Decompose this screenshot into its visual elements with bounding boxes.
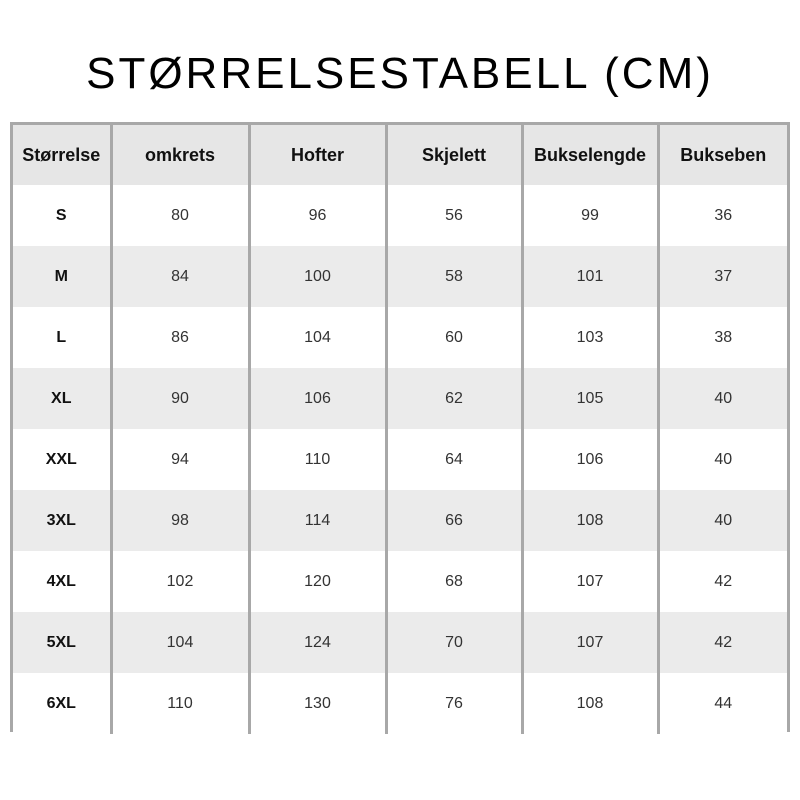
table-cell: 90 <box>111 368 249 429</box>
header-trouser-length: Bukselengde <box>522 125 658 185</box>
table-cell: 86 <box>111 307 249 368</box>
header-size: Størrelse <box>13 125 111 185</box>
table-cell: 105 <box>522 368 658 429</box>
table-cell: 110 <box>111 673 249 734</box>
table-cell: 107 <box>522 612 658 673</box>
table-cell: 103 <box>522 307 658 368</box>
table-cell: 36 <box>658 185 787 246</box>
table-row <box>13 490 787 551</box>
table-cell: 96 <box>249 185 386 246</box>
header-circumference: omkrets <box>111 125 249 185</box>
table-cell: 56 <box>386 185 522 246</box>
table-cell: 80 <box>111 185 249 246</box>
table-row <box>13 185 787 246</box>
table-cell: 104 <box>249 307 386 368</box>
table-cell: 100 <box>249 246 386 307</box>
table-cell: 66 <box>386 490 522 551</box>
table-cell: 70 <box>386 612 522 673</box>
table-row <box>13 307 787 368</box>
size-cell: 6XL <box>13 673 111 734</box>
table-cell: 130 <box>249 673 386 734</box>
table-cell: 101 <box>522 246 658 307</box>
table-header-row <box>13 125 787 185</box>
table-cell: 40 <box>658 490 787 551</box>
table-row <box>13 368 787 429</box>
page-title: STØRRELSESTABELL (CM) <box>86 49 714 98</box>
table-row <box>13 612 787 673</box>
table-cell: 42 <box>658 551 787 612</box>
table-cell: 68 <box>386 551 522 612</box>
table-cell: 108 <box>522 490 658 551</box>
header-trouser-leg: Bukseben <box>658 125 787 185</box>
table-cell: 40 <box>658 429 787 490</box>
table-cell: 60 <box>386 307 522 368</box>
table-cell: 37 <box>658 246 787 307</box>
size-cell: L <box>13 307 111 368</box>
table-cell: 64 <box>386 429 522 490</box>
table-cell: 58 <box>386 246 522 307</box>
table-cell: 124 <box>249 612 386 673</box>
table-cell: 42 <box>658 612 787 673</box>
table-cell: 44 <box>658 673 787 734</box>
table-cell: 106 <box>249 368 386 429</box>
header-hips: Hofter <box>249 125 386 185</box>
table-cell: 40 <box>658 368 787 429</box>
table-cell: 62 <box>386 368 522 429</box>
table-cell: 98 <box>111 490 249 551</box>
table-cell: 106 <box>522 429 658 490</box>
size-cell: S <box>13 185 111 246</box>
table-cell: 38 <box>658 307 787 368</box>
table-cell: 99 <box>522 185 658 246</box>
table-cell: 94 <box>111 429 249 490</box>
table-cell: 108 <box>522 673 658 734</box>
table-cell: 120 <box>249 551 386 612</box>
table-cell: 114 <box>249 490 386 551</box>
size-table <box>10 122 790 732</box>
table-row <box>13 551 787 612</box>
header-skeleton: Skjelett <box>386 125 522 185</box>
table-cell: 102 <box>111 551 249 612</box>
table-row <box>13 246 787 307</box>
table-cell: 110 <box>249 429 386 490</box>
size-cell: M <box>13 246 111 307</box>
table-cell: 104 <box>111 612 249 673</box>
size-cell: 5XL <box>13 612 111 673</box>
table-row <box>13 429 787 490</box>
table-row <box>13 673 787 734</box>
table-cell: 107 <box>522 551 658 612</box>
table-cell: 76 <box>386 673 522 734</box>
size-cell: XXL <box>13 429 111 490</box>
size-cell: XL <box>13 368 111 429</box>
size-cell: 3XL <box>13 490 111 551</box>
size-cell: 4XL <box>13 551 111 612</box>
table-cell: 84 <box>111 246 249 307</box>
